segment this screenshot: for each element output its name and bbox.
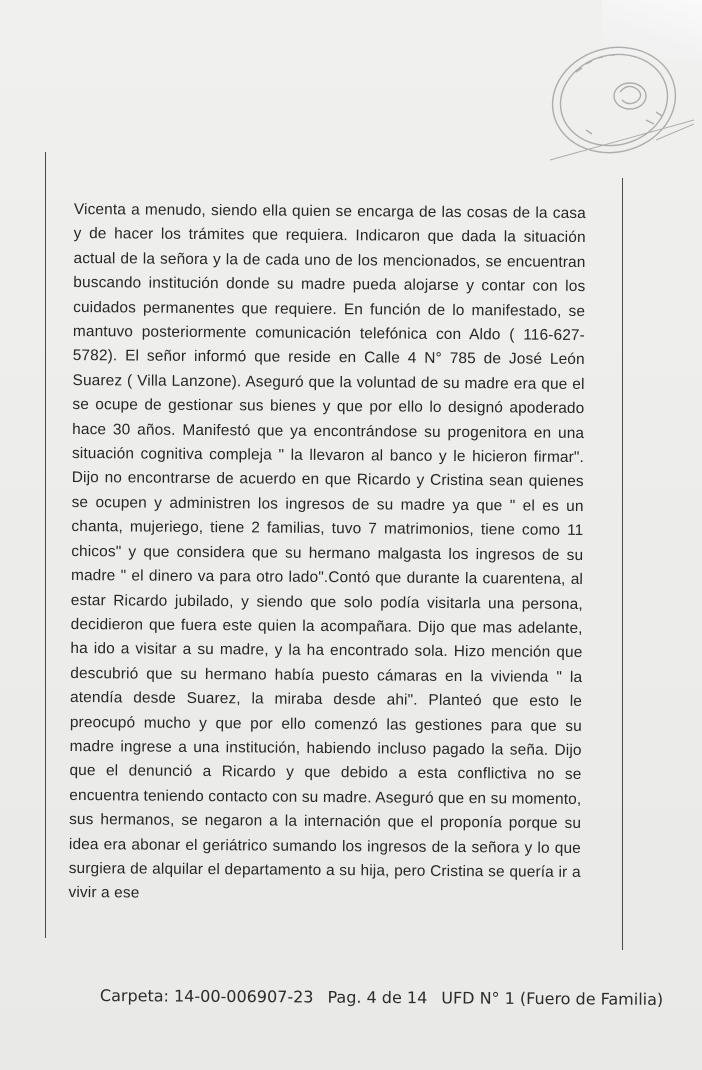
left-margin-rule bbox=[45, 152, 46, 938]
page-footer bbox=[100, 986, 690, 1009]
right-margin-rule bbox=[622, 178, 623, 950]
body-paragraph: Vicenta a menudo, siendo ella quien se encarga de las cosas de la casa y de hacer los trámites que requiera. Indicaron que dada la situación actual de la señora y la de cada uno de los mencionados, se encuentran buscando institución donde su madre pueda alojarse y contar con los cuidados permanentes que requiere. En función de lo manifestado, se mantuvo posteriormente comunicación telefónica con Aldo ( 116-627-5782). El señor informó que reside en Calle 4 N° 785 de José León Suarez ( Villa Lanzone). Aseguró que la voluntad de su madre era que el se ocupe de gestionar sus bienes y que por ello lo designó apoderado hace 30 años. Manifestó que ya encontrándose su progenitora en una situación cognitiva compleja " la llevaron al banco y le hicieron firmar". Dijo no encontrarse de acuerdo en que Ricardo y Cristina sean quienes se ocupen y administren los ingresos de su madre ya que " el es un chanta, mujeriego, tiene 2 familias, tuvo 7 matrimonios, tiene como 11 chicos" y que considera que su hermano malgasta los ingresos de su madre " el dinero va para otro lado".Contó que durante la cuarentena, al estar Ricardo jubilado, y siendo que solo podía visitarla una persona, decidieron que fuera este quien la acompañara. Dijo que mas adelante, ha ido a visitar a su madre, y la ha encontrado sola. Hizo mención que descubrió que su hermano había puesto cámaras en la vivienda " la atendía desde Suarez, la miraba desde ahi". Planteó que esto le preocupó mucho y que por ello comenzó las gestiones para que su madre ingrese a una institución, habiendo incluso pagado la seña. Dijo que el denunció a Ricardo y que debido a esta conflictiva no se encuentra teniendo contacto con su madre. Aseguró que en su momento, sus hermanos, se negaron a la internación que el proponía porque su idea era abonar el geriátrico sumando los ingresos de la señora y lo que surgiera de alquilar el departamento a su hija, pero Cristina se quería ir a vivir a ese bbox=[68, 200, 586, 902]
circular-seal-icon bbox=[546, 42, 696, 162]
footer-carpeta: Carpeta: 14-00-006907-23 bbox=[99, 986, 314, 1007]
footer-page-number: Pag. 4 de 14 bbox=[327, 987, 428, 1008]
footer-ufd: UFD N° 1 (Fuero de Familia) bbox=[441, 988, 664, 1009]
